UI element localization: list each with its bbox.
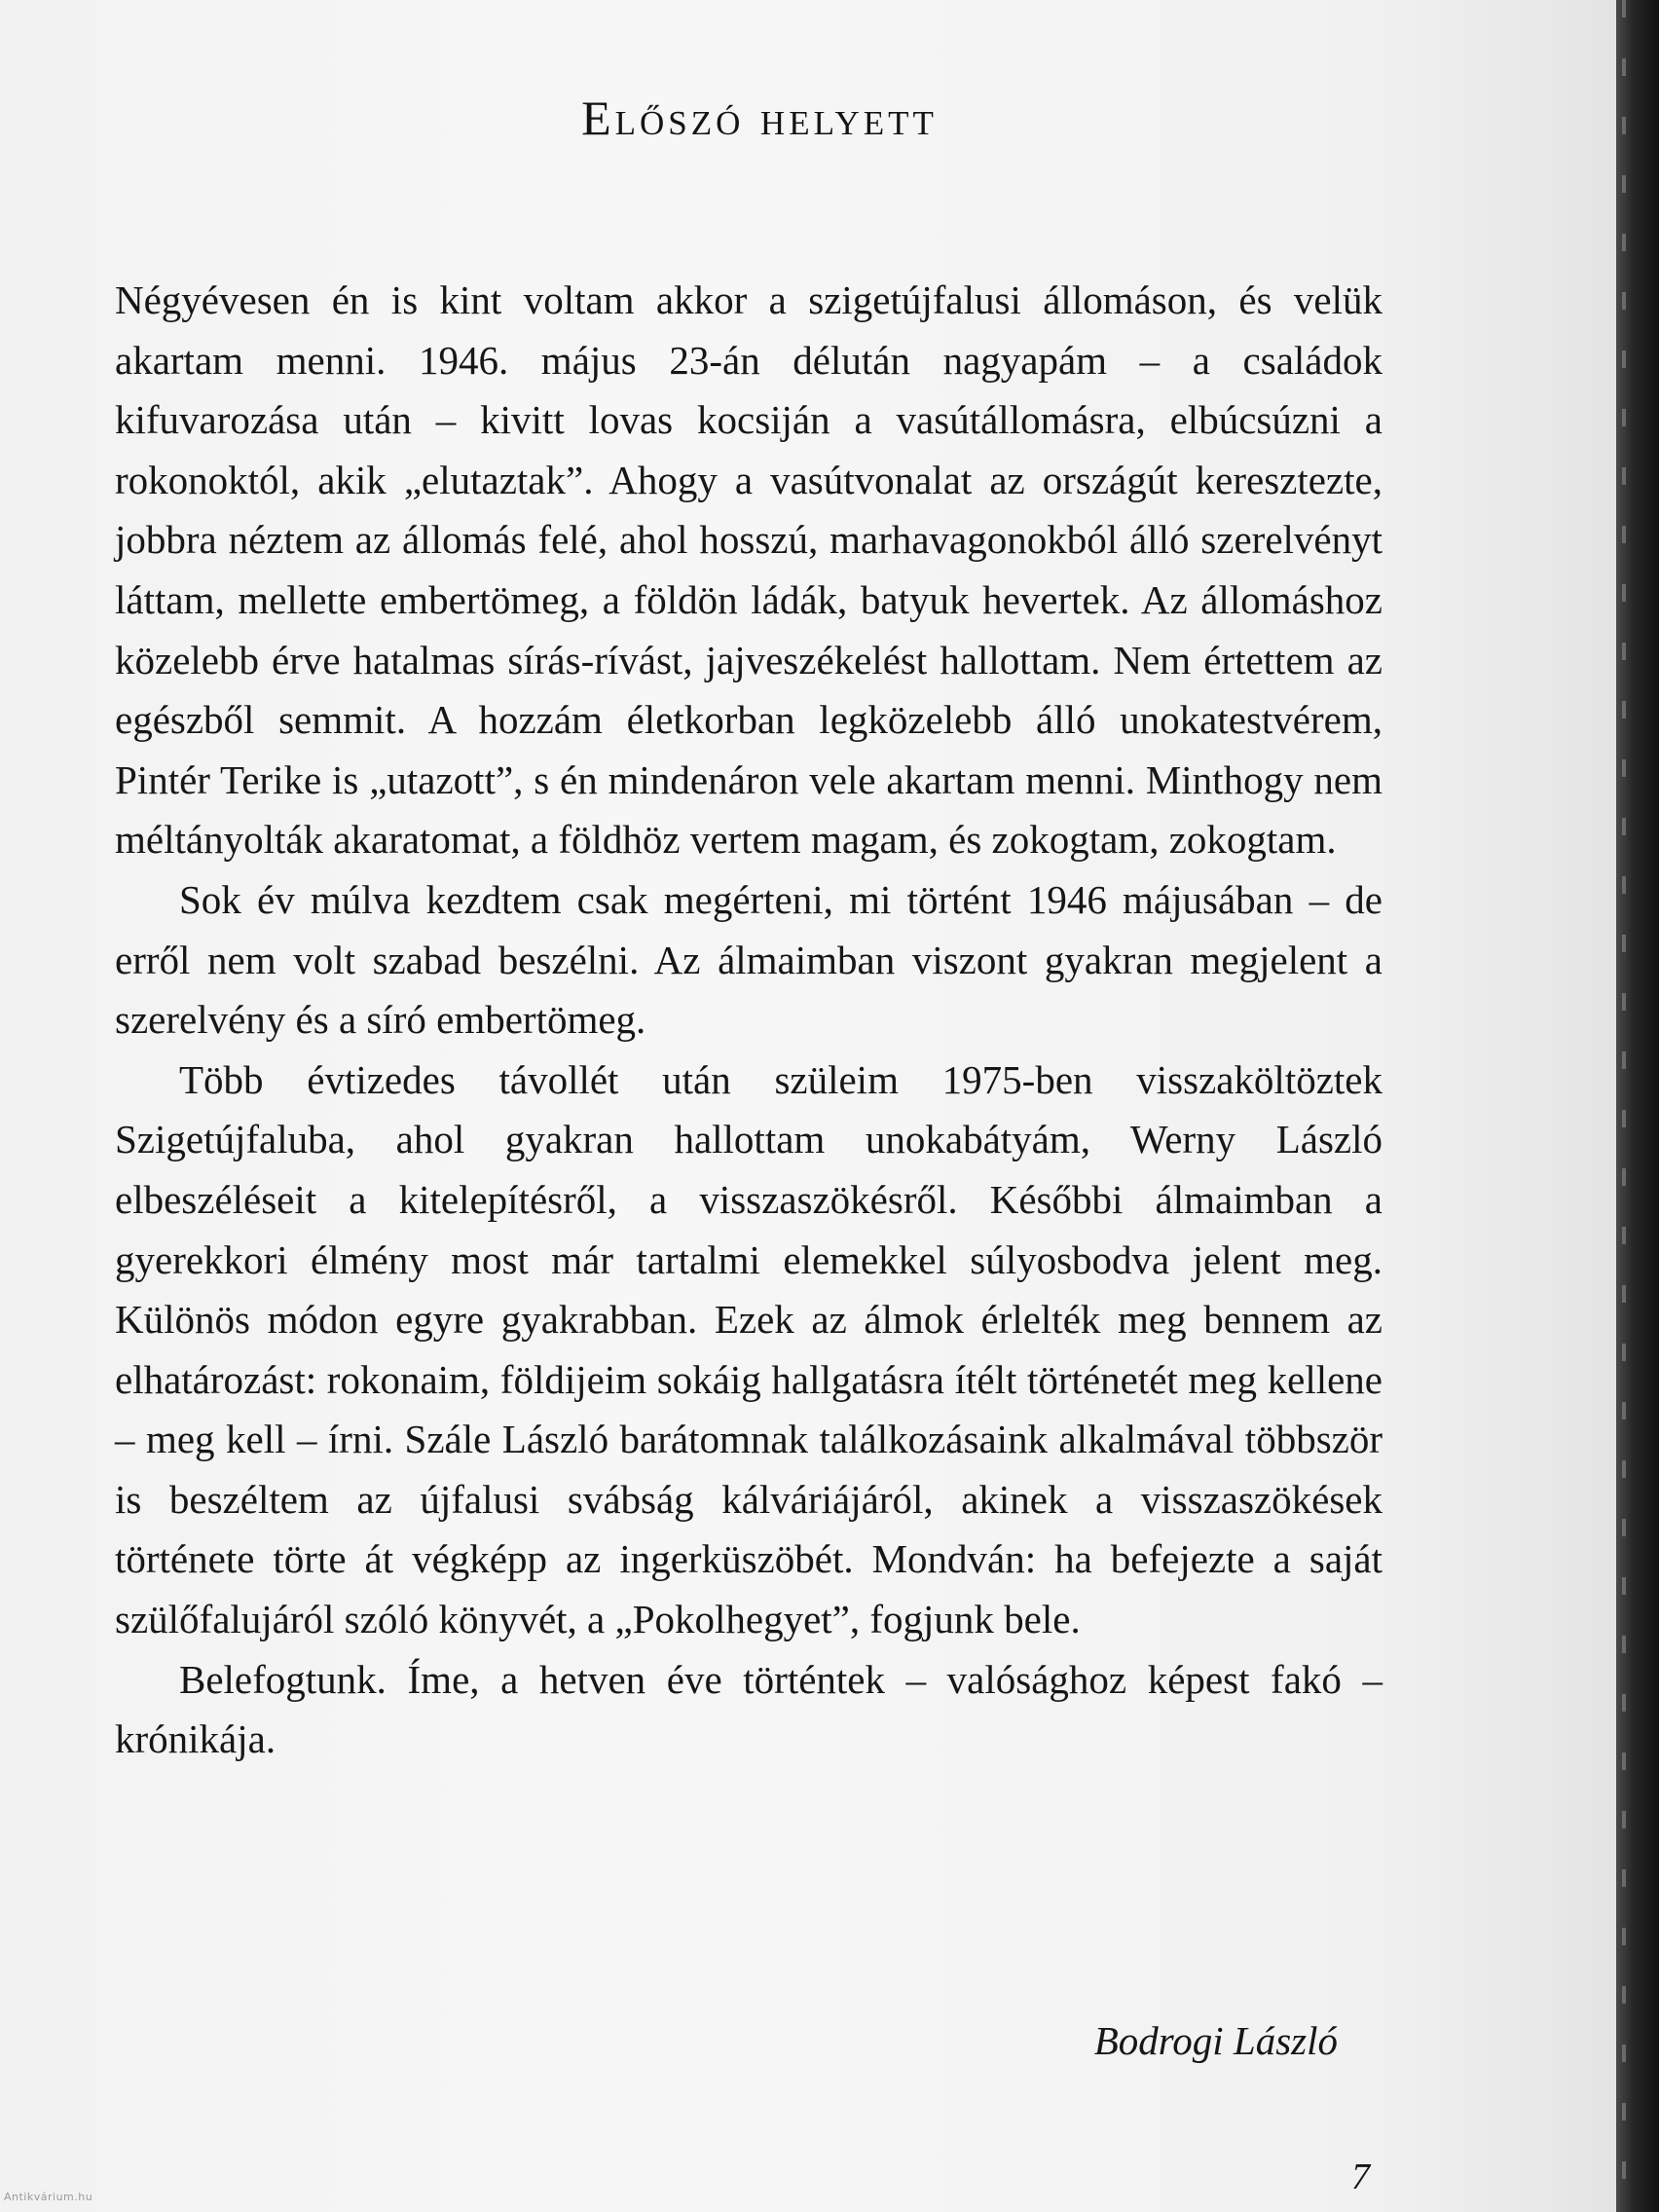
page-edge-shadow: [1622, 0, 1626, 2212]
body-text: [115, 271, 1382, 1770]
paragraph-1: Négyévesen én is kint voltam akkor a szigetújfalusi állomáson, és velük akartam menni. 1946. május 23-án délután nagyapám – a családok kifuvarozása után – kivitt lovas kocsiján a vasútállomásra, elbúcsúzni a rokonoktól, akik „elutaztak”. Ahogy a vasútvonalat az országút keresztezte, jobbra néztem az állomás felé, ahol hosszú, marhavagonokból álló szerelvényt láttam, mellette embertömeg, a földön ládák, batyuk hevertek. Az állomáshoz közelebb érve hatalmas sírás-rívást, jajveszékelést hallottam. Nem értettem az egészből semmit. A hozzám életkorban legközelebb álló unokatestvérem, Pintér Terike is „utazott”, s én mindenáron vele akartam menni. Minthogy nem méltányolták akaratomat, a földhöz vertem magam, és zokogtam, zokogtam.: [115, 277, 1382, 863]
watermark: Antikvárium.hu: [4, 2191, 93, 2203]
author-signature: Bodrogi László: [1093, 2018, 1338, 2063]
book-spine-edge: [1616, 0, 1659, 2212]
paragraph-2: Sok év múlva kezdtem csak megérteni, mi történt 1946 májusában – de erről nem volt szabad beszélni. Az álmaimban viszont gyakran megjelent a szerelvény és a síró embertömeg.: [115, 876, 1382, 1043]
page-number: 7: [1351, 2157, 1370, 2197]
chapter-title: Előszó helyett: [581, 91, 938, 145]
paragraph-4: Belefogtunk. Íme, a hetven éve történtek – valósághoz képest fakó – krónikája.: [115, 1656, 1382, 1762]
paragraph-3: Több évtizedes távollét után szüleim 1975-ben visszaköltöztek Szigetújfaluba, ahol gyakran hallottam unokabátyám, Werny László elbeszéléseit a kitelepítésről, a visszaszökésről. Későbbi álmaimban a gyerekkori élmény most már tartalmi elemekkel súlyosbodva jelent meg. Különös módon egyre gyakrabban. Ezek az álmok érlelték meg bennem az elhatározást: rokonaim, földijeim sokáig hallgatásra ítélt történetét meg kellene – meg kell – írni. Szále László barátomnak találkozásaink alkalmával többször is beszéltem az újfalusi svábság kálváriájáról, akinek a visszaszökések története törte át végképp az ingerküszöbét. Mondván: ha befejezte a saját szülőfalujáról szóló könyvét, a „Pokolhegyet”, fogjunk bele.: [115, 1056, 1382, 1642]
